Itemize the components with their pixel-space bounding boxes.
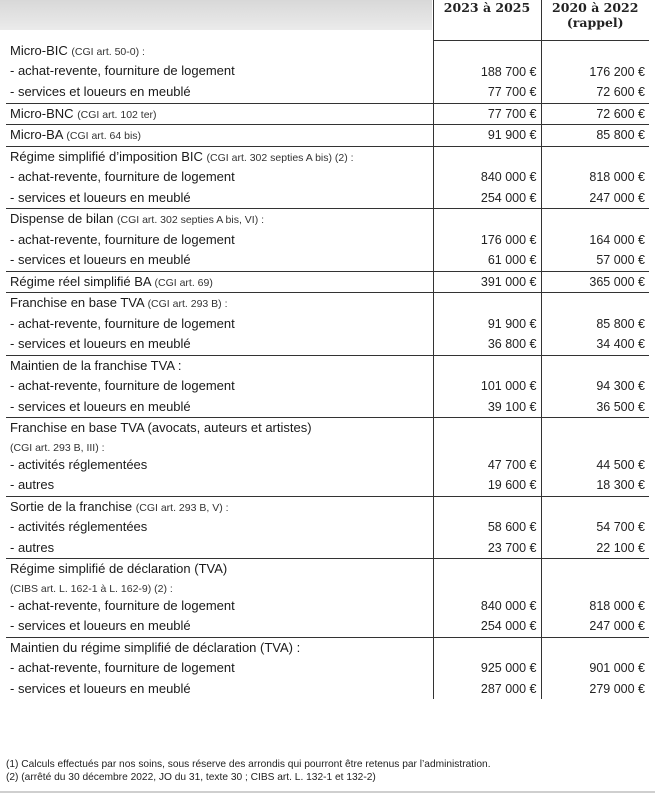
row-label bbox=[10, 679, 429, 700]
row-label bbox=[10, 455, 429, 476]
amount-2020-2022: 279 000 € bbox=[589, 681, 645, 696]
footnotes bbox=[6, 758, 646, 784]
row-label-text: Micro-BNC bbox=[10, 105, 74, 121]
column-header-b-label: 2020 à 2022 bbox=[552, 0, 639, 15]
row-label-text: - achat-revente, fourniture de logement bbox=[10, 169, 235, 184]
row-label-text: - achat-revente, fourniture de logement bbox=[10, 597, 235, 613]
amount-2020-2022: 247 000 € bbox=[589, 619, 645, 633]
amount-2020-2022 bbox=[546, 638, 646, 659]
table-header-row bbox=[6, 0, 649, 41]
row-label bbox=[10, 497, 429, 518]
amount-2020-2022 bbox=[546, 439, 646, 455]
row-label-text: - services et loueurs en meublé bbox=[10, 618, 191, 633]
amount-2023-2025 bbox=[438, 356, 537, 377]
header-blank-cell bbox=[6, 0, 433, 41]
amount-2023-2025: 840 000 € bbox=[480, 170, 537, 184]
amount-2023-2025 bbox=[438, 418, 537, 439]
legal-reference: (CGI art. 50-0) : bbox=[71, 45, 145, 58]
row-label-text: - achat-revente, fourniture de logement bbox=[10, 378, 235, 393]
section-label-cell bbox=[6, 209, 433, 272]
legal-reference: (CGI art. 69) bbox=[154, 276, 213, 289]
amount-2020-2022: 164 000 € bbox=[589, 232, 645, 247]
amount-2023-2025: 254 000 € bbox=[480, 190, 537, 205]
amount-2020-2022 bbox=[546, 293, 646, 314]
legal-reference: (CGI art. 102 ter) bbox=[77, 108, 157, 121]
section-label-cell bbox=[6, 146, 433, 209]
amount-2023-2025 bbox=[438, 497, 537, 518]
legal-reference: (CGI art. 64 bis) bbox=[66, 130, 142, 142]
amount-2020-2022: 818 000 € bbox=[589, 170, 645, 184]
amount-2020-2022: 365 000 € bbox=[589, 274, 645, 289]
amount-2023-2025: 19 600 € bbox=[487, 478, 537, 492]
row-label-text: - achat-revente, fourniture de logement bbox=[10, 231, 235, 247]
amount-2023-2025 bbox=[438, 41, 537, 62]
row-label bbox=[10, 61, 429, 82]
row-label-text: - services et loueurs en meublé bbox=[10, 680, 191, 696]
value-cell-2020-2022 bbox=[541, 637, 649, 699]
row-label bbox=[10, 638, 429, 659]
amount-2023-2025 bbox=[438, 580, 537, 596]
row-label bbox=[10, 82, 429, 103]
row-label bbox=[10, 475, 429, 496]
row-label-text: - services et loueurs en meublé bbox=[10, 252, 191, 267]
amount-2020-2022: 57 000 € bbox=[596, 253, 645, 267]
row-label-text: - achat-revente, fourniture de logement bbox=[10, 315, 235, 331]
column-header-2020-2022 bbox=[541, 0, 649, 41]
value-cell-2023-2025 bbox=[433, 271, 541, 293]
value-cell-2023-2025 bbox=[433, 637, 541, 699]
value-cell-2020-2022 bbox=[541, 559, 649, 638]
amount-2020-2022: 85 800 € bbox=[596, 316, 645, 331]
section-label-cell bbox=[6, 103, 433, 125]
row-label-text: Maintien du régime simplifié de déclaration (TVA) : bbox=[10, 639, 301, 655]
table-section-row bbox=[6, 418, 649, 497]
amount-2023-2025: 36 800 € bbox=[487, 337, 537, 351]
amount-2020-2022: 901 000 € bbox=[589, 661, 645, 675]
value-cell-2023-2025 bbox=[433, 103, 541, 125]
row-label bbox=[10, 125, 429, 146]
amount-2023-2025: 391 000 € bbox=[480, 274, 537, 289]
row-label bbox=[10, 418, 429, 439]
section-label-cell bbox=[6, 125, 433, 147]
row-label bbox=[10, 293, 429, 314]
column-header-2023-2025 bbox=[433, 0, 541, 41]
value-cell-2023-2025 bbox=[433, 209, 541, 272]
value-cell-2023-2025 bbox=[433, 41, 541, 104]
column-header-b-sublabel: (rappel) bbox=[566, 15, 624, 30]
row-label-text: Micro-BIC bbox=[10, 42, 68, 58]
row-label bbox=[10, 580, 429, 596]
section-label-cell bbox=[6, 559, 433, 638]
section-label-cell bbox=[6, 271, 433, 293]
row-label-text: - activités réglementées bbox=[10, 456, 148, 472]
amount-2023-2025: 61 000 € bbox=[487, 253, 537, 267]
row-label-text: - services et loueurs en meublé bbox=[10, 83, 191, 99]
row-label-text: Régime simplifié de déclaration (TVA) bbox=[10, 561, 228, 576]
amount-2023-2025: 925 000 € bbox=[480, 661, 537, 675]
value-cell-2020-2022 bbox=[541, 271, 649, 293]
section-label-cell bbox=[6, 293, 433, 356]
value-cell-2023-2025 bbox=[433, 125, 541, 147]
legal-reference: (CGI art. 302 septies A bis) (2) : bbox=[206, 151, 354, 164]
amount-2020-2022 bbox=[546, 147, 646, 168]
value-cell-2023-2025 bbox=[433, 496, 541, 559]
row-label-text: Franchise en base TVA (avocats, auteurs et artistes) bbox=[10, 420, 312, 435]
row-label bbox=[10, 596, 429, 617]
row-label-text: - autres bbox=[10, 477, 55, 492]
value-cell-2020-2022 bbox=[541, 496, 649, 559]
amount-2020-2022: 34 400 € bbox=[596, 337, 645, 351]
row-label bbox=[10, 272, 429, 293]
row-label-text: Sortie de la franchise bbox=[10, 498, 133, 514]
row-label bbox=[10, 188, 429, 209]
value-cell-2023-2025 bbox=[433, 418, 541, 497]
row-label bbox=[10, 356, 429, 377]
value-cell-2020-2022 bbox=[541, 125, 649, 147]
amount-2023-2025 bbox=[438, 293, 537, 314]
legal-reference: (CGI art. 293 B) : bbox=[147, 298, 228, 310]
footnote-1: (1) Calculs effectués par nos soins, sous réserve des arrondis qui pourront être retenus par l’administration. bbox=[6, 759, 491, 770]
table-section-row bbox=[6, 271, 649, 293]
row-label-text: - services et loueurs en meublé bbox=[10, 189, 191, 205]
row-label-text: - autres bbox=[10, 539, 55, 555]
amount-2020-2022: 36 500 € bbox=[596, 399, 645, 414]
amount-2020-2022: 22 100 € bbox=[596, 540, 645, 555]
value-cell-2023-2025 bbox=[433, 146, 541, 209]
row-label-text: Régime simplifié d’imposition BIC bbox=[10, 148, 203, 164]
amount-2020-2022 bbox=[546, 559, 646, 580]
table-section-row bbox=[6, 293, 649, 356]
section-label-cell bbox=[6, 41, 433, 104]
amount-2020-2022: 54 700 € bbox=[596, 520, 645, 534]
thresholds-table bbox=[6, 0, 649, 699]
amount-2023-2025 bbox=[438, 209, 537, 230]
amount-2020-2022: 18 300 € bbox=[596, 478, 645, 492]
section-label-cell bbox=[6, 496, 433, 559]
value-cell-2020-2022 bbox=[541, 418, 649, 497]
amount-2020-2022 bbox=[546, 580, 646, 596]
legal-reference: (CGI art. 293 B, III) : bbox=[10, 441, 105, 454]
amount-2023-2025: 101 000 € bbox=[480, 379, 537, 393]
amount-2020-2022: 247 000 € bbox=[589, 190, 645, 205]
amount-2020-2022 bbox=[546, 356, 646, 377]
amount-2023-2025: 77 700 € bbox=[487, 106, 537, 121]
amount-2023-2025: 91 900 € bbox=[487, 128, 537, 142]
amount-2020-2022 bbox=[546, 418, 646, 439]
row-label bbox=[10, 104, 429, 125]
amount-2023-2025 bbox=[438, 439, 537, 455]
value-cell-2023-2025 bbox=[433, 355, 541, 418]
table-section-row bbox=[6, 355, 649, 418]
table-section-row bbox=[6, 41, 649, 104]
amount-2020-2022 bbox=[546, 497, 646, 518]
table-section-row bbox=[6, 637, 649, 699]
row-label-text: Franchise en base TVA bbox=[10, 295, 144, 310]
amount-2020-2022: 44 500 € bbox=[596, 457, 645, 472]
amount-2020-2022: 72 600 € bbox=[596, 85, 645, 99]
amount-2023-2025: 91 900 € bbox=[487, 316, 537, 331]
row-label bbox=[10, 147, 429, 168]
table-section-row bbox=[6, 559, 649, 638]
amount-2020-2022: 85 800 € bbox=[596, 128, 645, 142]
row-label-text: - services et loueurs en meublé bbox=[10, 398, 191, 414]
row-label-text: - activités réglementées bbox=[10, 519, 148, 534]
table-section-row bbox=[6, 103, 649, 125]
amount-2023-2025: 39 100 € bbox=[487, 399, 537, 414]
row-label bbox=[10, 538, 429, 559]
value-cell-2020-2022 bbox=[541, 146, 649, 209]
row-label bbox=[10, 616, 429, 637]
row-label bbox=[10, 314, 429, 335]
row-label bbox=[10, 376, 429, 397]
amount-2023-2025: 47 700 € bbox=[487, 457, 537, 472]
table-section-row bbox=[6, 209, 649, 272]
row-label-text: - services et loueurs en meublé bbox=[10, 336, 191, 351]
row-label bbox=[10, 658, 429, 679]
amount-2023-2025: 23 700 € bbox=[487, 540, 537, 555]
table-body bbox=[6, 41, 649, 700]
amount-2023-2025: 287 000 € bbox=[480, 681, 537, 696]
amount-2020-2022: 94 300 € bbox=[596, 379, 645, 393]
amount-2020-2022: 818 000 € bbox=[589, 598, 645, 613]
row-label bbox=[10, 397, 429, 418]
row-label bbox=[10, 167, 429, 188]
row-label-text: - achat-revente, fourniture de logement bbox=[10, 660, 235, 675]
amount-2023-2025: 254 000 € bbox=[480, 619, 537, 633]
value-cell-2023-2025 bbox=[433, 293, 541, 356]
amount-2023-2025: 840 000 € bbox=[480, 598, 537, 613]
row-label-text: Régime réel simplifié BA bbox=[10, 273, 151, 289]
page-bottom-rule bbox=[0, 791, 655, 793]
value-cell-2020-2022 bbox=[541, 103, 649, 125]
value-cell-2020-2022 bbox=[541, 355, 649, 418]
value-cell-2020-2022 bbox=[541, 293, 649, 356]
amount-2023-2025: 58 600 € bbox=[487, 520, 537, 534]
table-section-row bbox=[6, 146, 649, 209]
table-section-row bbox=[6, 496, 649, 559]
amount-2023-2025: 77 700 € bbox=[487, 85, 537, 99]
footnote-2: (2) (arrêté du 30 décembre 2022, JO du 31, texte 30 ; CIBS art. L. 132-1 et 132-2) bbox=[6, 772, 376, 783]
row-label bbox=[10, 334, 429, 355]
row-label bbox=[10, 517, 429, 538]
section-label-cell bbox=[6, 418, 433, 497]
section-label-cell bbox=[6, 355, 433, 418]
table-section-row bbox=[6, 125, 649, 147]
column-header-a-label: 2023 à 2025 bbox=[443, 0, 531, 15]
amount-2023-2025 bbox=[438, 638, 537, 659]
row-label bbox=[10, 439, 429, 455]
amount-2020-2022: 72 600 € bbox=[596, 106, 645, 121]
amount-2020-2022 bbox=[546, 41, 646, 62]
row-label-text: - achat-revente, fourniture de logement bbox=[10, 63, 235, 78]
amount-2020-2022 bbox=[546, 209, 646, 230]
row-label-text: Maintien de la franchise TVA : bbox=[10, 357, 182, 373]
row-label-text: Dispense de bilan bbox=[10, 211, 114, 226]
amount-2023-2025 bbox=[438, 559, 537, 580]
value-cell-2020-2022 bbox=[541, 209, 649, 272]
row-label bbox=[10, 559, 429, 580]
row-label-text: Micro-BA bbox=[10, 127, 63, 142]
legal-reference: (CGI art. 302 septies A bis, VI) : bbox=[116, 214, 265, 226]
row-label bbox=[10, 209, 429, 230]
value-cell-2023-2025 bbox=[433, 559, 541, 638]
row-label bbox=[10, 41, 429, 62]
amount-2023-2025: 176 000 € bbox=[480, 232, 537, 247]
row-label bbox=[10, 230, 429, 251]
amount-2020-2022: 176 200 € bbox=[589, 64, 645, 79]
row-label bbox=[10, 250, 429, 271]
legal-reference: (CGI art. 293 B, V) : bbox=[135, 501, 229, 514]
amount-2023-2025: 188 700 € bbox=[480, 64, 537, 79]
value-cell-2020-2022 bbox=[541, 41, 649, 104]
amount-2023-2025 bbox=[438, 147, 537, 168]
section-label-cell bbox=[6, 637, 433, 699]
legal-reference: (CIBS art. L. 162-1 à L. 162-9) (2) : bbox=[10, 582, 173, 595]
